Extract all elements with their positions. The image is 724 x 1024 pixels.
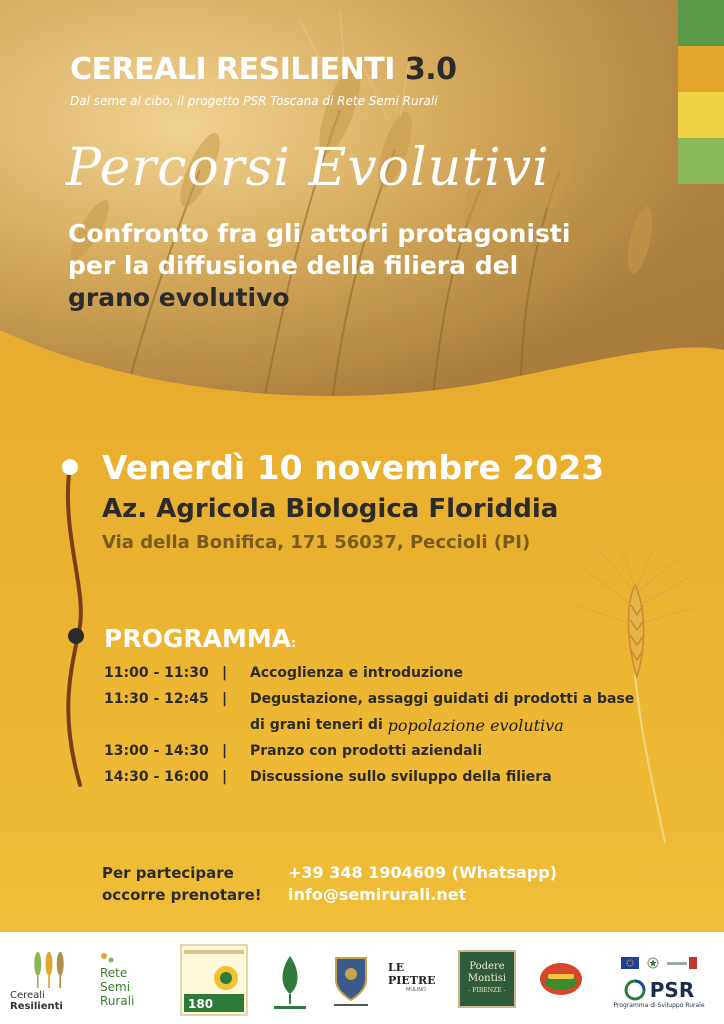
stripe-lightgreen — [678, 138, 724, 184]
schedule-time: 14:30 - 16:00 — [104, 769, 209, 785]
italy-emblem-icon — [647, 957, 659, 969]
floriddia-leaf-icon — [270, 950, 310, 1012]
logo-passerini — [330, 950, 372, 1012]
headline-line-3: grano evolutivo — [68, 283, 290, 312]
logo-rete-line-2: Semi — [100, 980, 131, 994]
booking-label-line-1: Per partecipare — [102, 864, 234, 882]
pietre-sub: MULINO — [406, 987, 426, 993]
orange-wave-divider — [0, 300, 724, 440]
logo-sun-agricoltura — [538, 960, 584, 998]
booking-contacts — [288, 862, 557, 906]
schedule-desc: Discussione sullo sviluppo della filiera — [250, 769, 552, 785]
event-script-title: Percorsi Evolutivi — [66, 138, 550, 198]
psr-flags — [621, 956, 697, 970]
project-title-text: CEREALI RESILIENTI — [70, 52, 395, 87]
logo-cereali-bold: Resilienti — [10, 1001, 63, 1012]
program-title-colon: : — [291, 636, 296, 650]
schedule-time: 11:30 - 12:45 — [104, 691, 209, 707]
rete-seeds-icon — [100, 952, 114, 966]
program-title — [104, 624, 296, 653]
booking-email-link[interactable]: info@semirurali.net — [288, 885, 467, 904]
schedule-separator: | — [222, 691, 228, 707]
wheat-ear-icon — [575, 545, 695, 845]
wheat-trio-icon — [24, 950, 74, 988]
logo-floriddia — [270, 950, 310, 1012]
project-subtitle: Dal seme al cibo, il progetto PSR Toscana di Rete Semi Rurali — [70, 94, 438, 108]
event-date: Venerdì 10 novembre 2023 — [102, 448, 605, 487]
logo-rete-line-3: Rurali — [100, 994, 135, 1008]
schedule-separator: | — [222, 769, 228, 785]
schedule-continuation-text: di grani teneri di — [250, 717, 383, 733]
eu-flag-icon — [621, 957, 639, 969]
project-version: 3.0 — [404, 52, 457, 87]
partner-logos-bar — [0, 932, 724, 1024]
podere-line-3: - FIRENZE - — [468, 987, 506, 994]
program-title-text: PROGRAMMA — [104, 624, 292, 653]
event-venue: Az. Agricola Biologica Floriddia — [102, 494, 559, 524]
pisa-number: 180 — [188, 997, 214, 1011]
booking-phone-link[interactable]: +39 348 1904609 (Whatsapp) — [288, 863, 558, 882]
stripe-yellow — [678, 92, 724, 138]
headline-line-2: per la diffusione della filiera del — [68, 251, 519, 280]
schedule-separator: | — [222, 665, 228, 681]
logo-cereali-resilienti — [10, 950, 88, 1012]
logo-rete-semi-rurali — [100, 952, 160, 1008]
logo-cereali-text — [10, 990, 88, 1012]
schedule-separator: | — [222, 743, 228, 759]
logo-cereali-prefix: Cereali — [10, 990, 45, 1001]
logo-rete-line-1: Rete — [100, 966, 128, 980]
event-address: Via della Bonifica, 171 56037, Peccioli (PI) — [102, 532, 531, 553]
schedule-desc: Degustazione, assaggi guidati di prodotti a base — [250, 691, 635, 707]
schedule-desc: Pranzo con prodotti aziendali — [250, 743, 483, 759]
schedule-desc: Accoglienza e introduzione — [250, 665, 463, 681]
logo-psr-regione-toscana — [604, 942, 714, 1022]
booking-label — [102, 862, 262, 906]
headline-line-1: Confronto fra gli attori protagonisti — [68, 219, 571, 248]
project-title — [70, 52, 457, 87]
timeline-dot-program — [68, 628, 84, 644]
psr-main — [624, 978, 694, 1002]
booking-label-line-2: occorre prenotare! — [102, 886, 262, 904]
podere-line-1: Podere — [469, 961, 505, 972]
logo-podere-montisi — [458, 950, 516, 1008]
psr-swirl-icon — [624, 979, 646, 1001]
regione-toscana-icon — [667, 957, 697, 969]
stripe-green — [678, 0, 724, 46]
schedule-time: 11:00 - 11:30 — [104, 665, 209, 681]
passerini-crest-icon — [330, 950, 372, 1012]
logo-le-pietre-mulino — [388, 962, 444, 992]
psr-sub: Programma di Sviluppo Rurale — [613, 1001, 705, 1009]
sun-logo-icon — [538, 960, 584, 998]
color-stripes — [678, 0, 724, 186]
podere-line-2: Montisi — [467, 973, 507, 984]
logo-universita-di-pisa — [180, 944, 248, 1016]
pietre-name: LE PIETRE — [388, 961, 436, 987]
schedule-time: 13:00 - 14:30 — [104, 743, 209, 759]
psr-name: PSR — [649, 977, 695, 1002]
schedule-highlight: popolazione evolutiva — [387, 715, 564, 735]
timeline-dot-date — [62, 459, 78, 475]
stripe-orange — [678, 46, 724, 92]
